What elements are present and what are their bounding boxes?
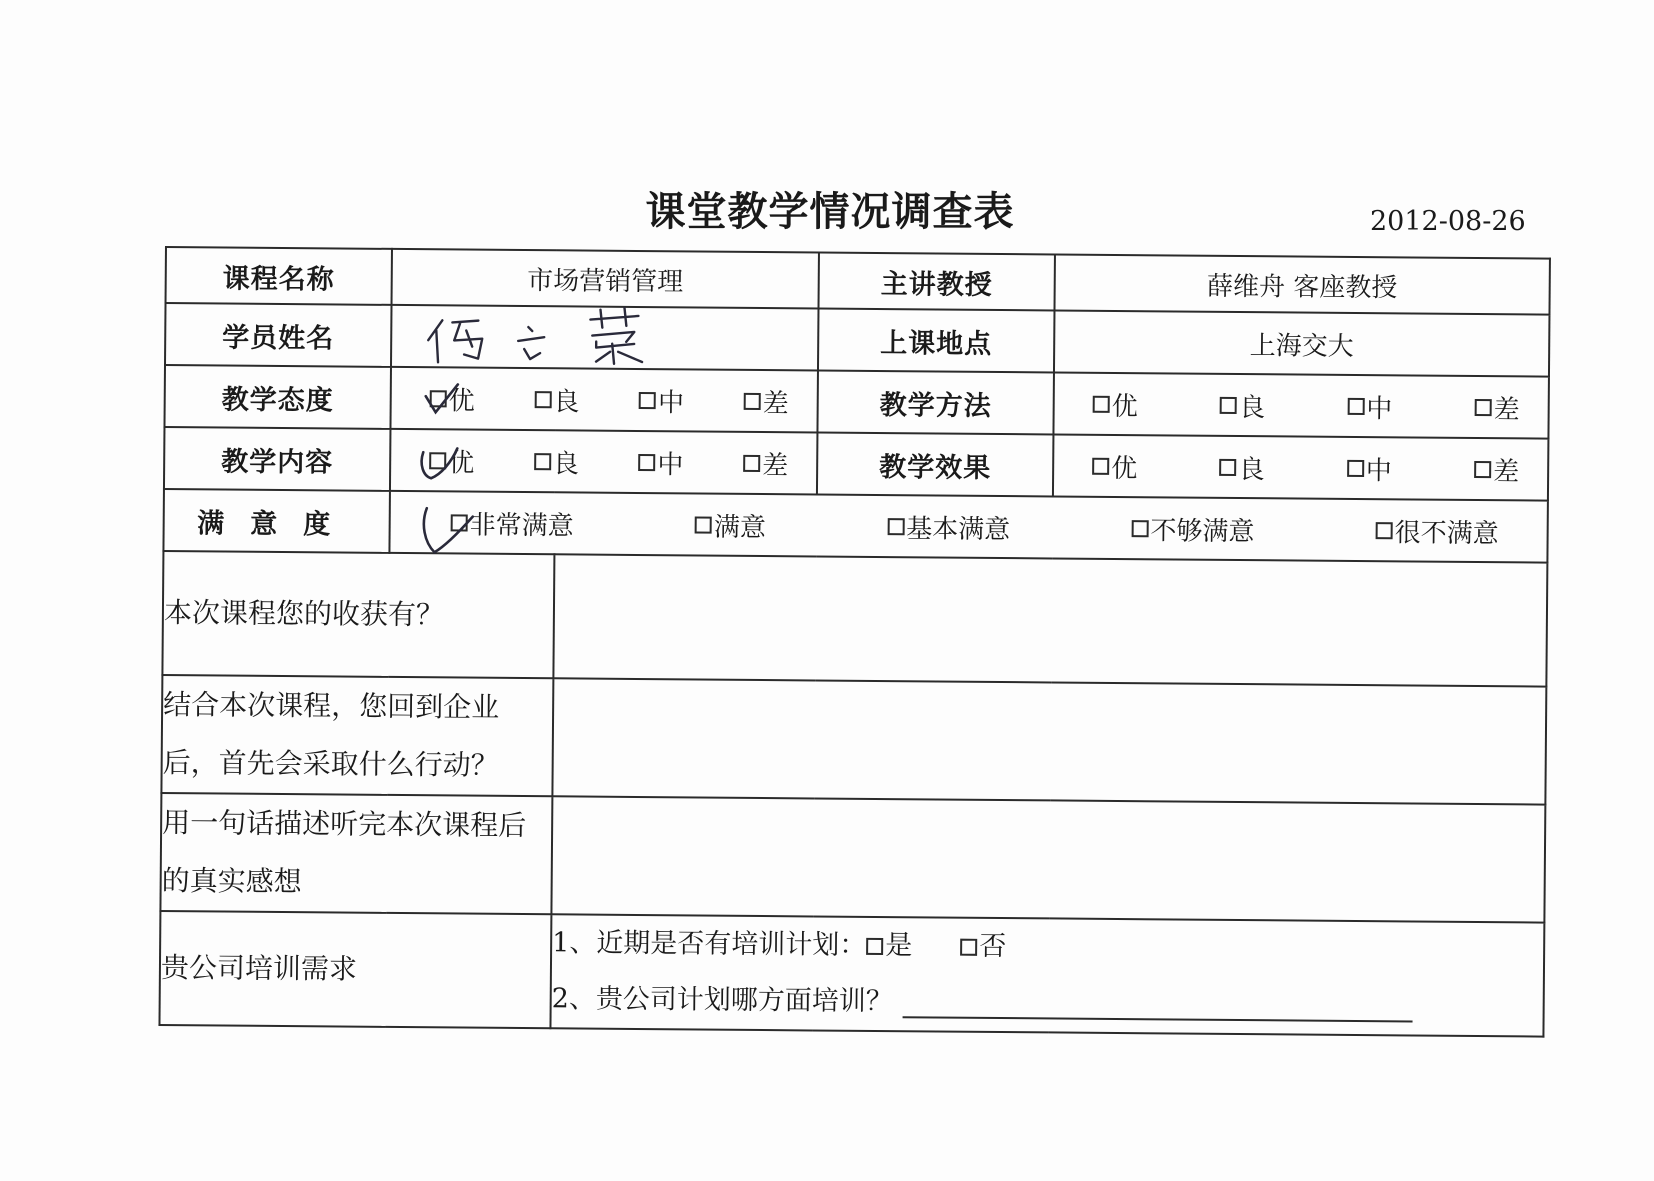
checkbox[interactable] — [1219, 458, 1236, 475]
training-plan-question: 1、近期是否有培训计划： 是 否 — [552, 915, 1543, 979]
answer-feeling-field[interactable] — [551, 796, 1545, 922]
value-lecturer[interactable]: 薛维舟 客座教授 — [1055, 254, 1550, 314]
satisfaction-option-basically-satisfied[interactable]: 基本满意 — [887, 508, 1010, 546]
checkbox[interactable] — [743, 454, 760, 471]
checkbox[interactable] — [1092, 457, 1109, 474]
satisfaction-option-satisfied[interactable]: 满意 — [695, 506, 766, 544]
content-option-poor[interactable]: 差 — [743, 444, 788, 481]
value-location[interactable]: 上海交大 — [1054, 310, 1550, 376]
satisfaction-option-not-satisfied[interactable]: 不够满意 — [1131, 510, 1254, 548]
checkbox[interactable] — [1474, 460, 1491, 477]
answer-gain-field[interactable] — [553, 554, 1547, 686]
checkbox[interactable] — [960, 938, 977, 955]
question-gain-label: 本次课程您的收获有？ — [162, 551, 554, 678]
method-option-excellent[interactable]: 优 — [1093, 385, 1138, 422]
checkbox[interactable] — [534, 453, 551, 470]
checkbox[interactable] — [638, 453, 655, 470]
content-option-excellent[interactable]: 优 — [429, 442, 474, 479]
checkbox[interactable] — [1131, 520, 1148, 537]
label-lecturer: 主讲教授 — [819, 252, 1055, 310]
label-method: 教学方法 — [817, 370, 1054, 434]
method-option-good[interactable]: 良 — [1220, 386, 1265, 423]
content-option-fair[interactable]: 中 — [638, 443, 683, 480]
method-option-poor[interactable]: 差 — [1475, 388, 1520, 425]
label-content: 教学内容 — [164, 427, 391, 491]
attitude-option-fair[interactable]: 中 — [639, 381, 684, 418]
attitude-option-poor[interactable]: 差 — [744, 382, 789, 419]
checkbox[interactable] — [430, 390, 447, 407]
satisfaction-option-very-satisfied[interactable]: 非常满意 — [451, 504, 574, 542]
training-area-field[interactable] — [903, 986, 1413, 1022]
effect-option-fair[interactable]: 中 — [1347, 449, 1392, 486]
form-date: 2012-08-26 — [1370, 206, 1526, 237]
label-satisfaction: 满意度 — [163, 489, 390, 553]
answer-action-field[interactable] — [552, 678, 1546, 804]
checkbox[interactable] — [695, 516, 712, 533]
question-feeling-label: 用一句话描述听完本次课程后的真实感想 — [160, 793, 552, 914]
checkbox[interactable] — [451, 514, 468, 531]
question-action-label: 结合本次课程，您回到企业后，首先会采取什么行动？ — [161, 675, 553, 796]
survey-table — [158, 246, 1551, 1038]
content-option-good[interactable]: 良 — [534, 443, 579, 480]
training-plan-no[interactable]: 否 — [960, 919, 1006, 975]
checkbox[interactable] — [1220, 396, 1237, 413]
content-options — [390, 429, 818, 495]
attitude-option-excellent[interactable]: 优 — [430, 380, 475, 417]
checkbox[interactable] — [1376, 522, 1393, 539]
checkbox[interactable] — [639, 391, 656, 408]
handwritten-name-signature — [420, 300, 681, 368]
checkbox[interactable] — [1347, 397, 1364, 414]
label-course-name: 课程名称 — [166, 247, 392, 305]
survey-form — [158, 246, 1549, 1076]
row-content-effect — [164, 427, 1548, 501]
satisfaction-options — [389, 491, 1547, 563]
method-options — [1053, 372, 1549, 438]
effect-options — [1053, 434, 1549, 500]
label-student-name: 学员姓名 — [165, 303, 392, 367]
row-question-action — [161, 675, 1546, 805]
training-needs-answers — [550, 914, 1544, 1036]
effect-option-poor[interactable]: 差 — [1474, 450, 1519, 487]
row-student — [165, 303, 1549, 377]
label-location: 上课地点 — [818, 308, 1055, 372]
checkbox[interactable] — [887, 518, 904, 535]
checkbox[interactable] — [1093, 395, 1110, 412]
row-satisfaction — [163, 489, 1547, 563]
row-training-needs — [159, 911, 1544, 1037]
attitude-option-good[interactable]: 良 — [534, 381, 579, 418]
label-effect: 教学效果 — [817, 432, 1054, 496]
value-student-name-field[interactable] — [391, 305, 819, 371]
row-question-feeling — [160, 793, 1545, 923]
checkbox[interactable] — [429, 452, 446, 469]
training-area-question: 2、贵公司计划哪方面培训？ — [551, 971, 1542, 1035]
effect-option-excellent[interactable]: 优 — [1092, 447, 1137, 484]
form-title: 课堂教学情况调查表 — [645, 189, 1015, 235]
satisfaction-option-very-unsatisfied[interactable]: 很不满意 — [1376, 512, 1499, 550]
label-attitude: 教学态度 — [164, 365, 391, 429]
value-course-name[interactable]: 市场营销管理 — [392, 249, 819, 309]
checkbox[interactable] — [1347, 459, 1364, 476]
checkbox[interactable] — [866, 937, 883, 954]
checkbox[interactable] — [744, 392, 761, 409]
row-question-gain — [162, 551, 1547, 687]
checkbox[interactable] — [1475, 398, 1492, 415]
row-attitude-method — [164, 365, 1548, 439]
training-needs-label: 贵公司培训需求 — [159, 911, 551, 1028]
checkbox[interactable] — [534, 391, 551, 408]
attitude-options — [390, 367, 818, 433]
training-plan-yes[interactable]: 是 — [866, 918, 912, 974]
method-option-fair[interactable]: 中 — [1347, 387, 1392, 424]
effect-option-good[interactable]: 良 — [1219, 448, 1264, 485]
